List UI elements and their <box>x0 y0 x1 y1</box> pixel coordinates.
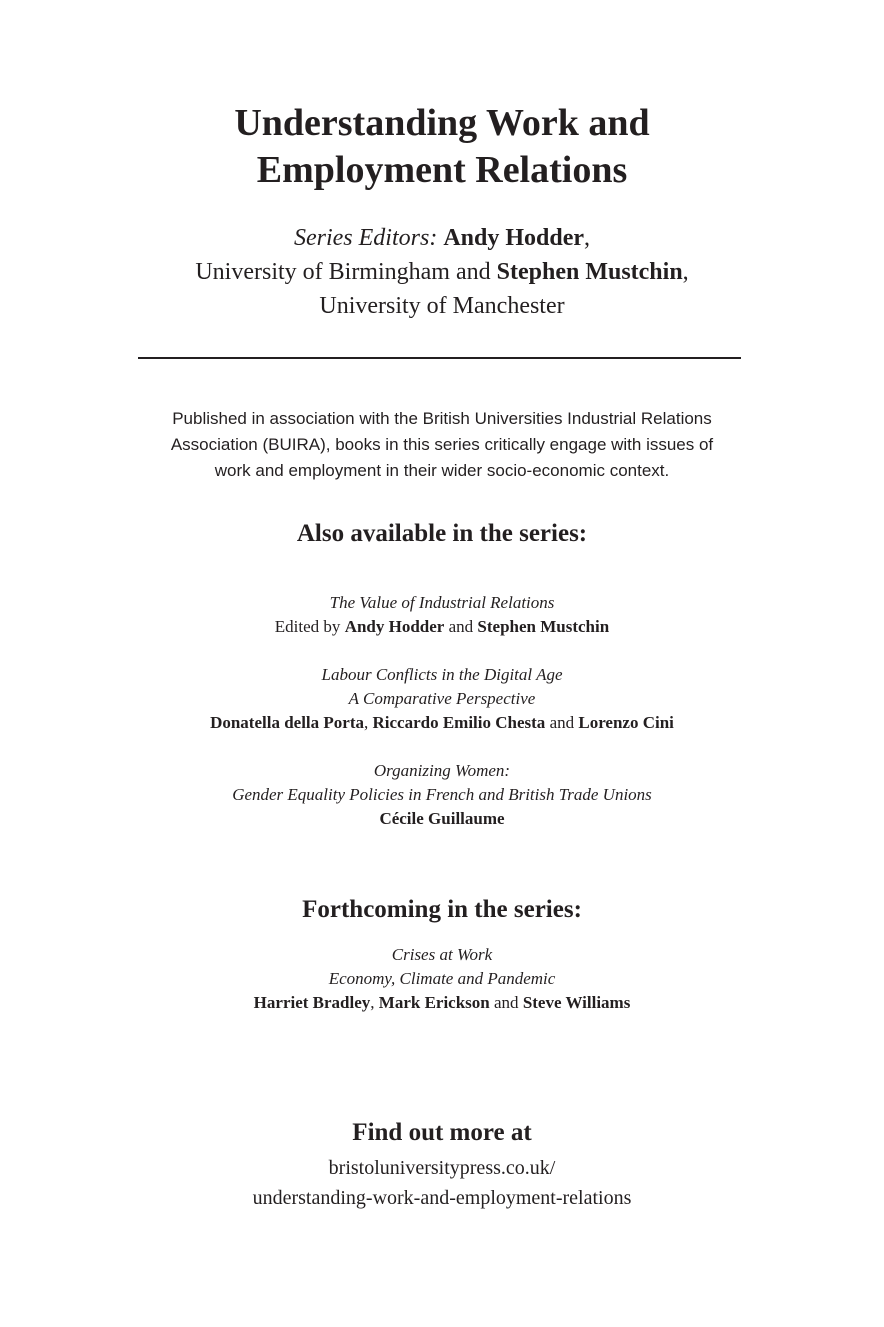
editors-line2 <box>0 255 884 289</box>
author-and: and <box>489 993 523 1012</box>
forthcoming-heading: Forthcoming in the series: <box>302 896 582 923</box>
book-entry <box>0 943 884 1015</box>
book-authors <box>0 991 884 1015</box>
description-line1: Published in association with the British Universities Industrial Relations <box>172 409 712 428</box>
description-line3: work and employment in their wider socio-economic context. <box>214 461 670 480</box>
also-available-heading: Also available in the series: <box>296 520 588 547</box>
editor1-name: Andy Hodder <box>443 225 585 251</box>
find-out-more-heading: Find out more at <box>352 1119 532 1146</box>
book-entry <box>0 591 884 639</box>
book-author: Harriet Bradley <box>253 993 371 1012</box>
book-subtitle: Economy, Climate and Pandemic <box>328 969 556 988</box>
author-sep: , <box>370 993 379 1012</box>
book-title: The Value of Industrial Relations <box>329 593 555 612</box>
book-entry <box>0 759 884 831</box>
editor1-sep: , <box>584 225 591 251</box>
book-author: Cécile Guillaume <box>379 809 505 828</box>
series-title <box>0 100 884 194</box>
book-title: Organizing Women: <box>373 761 511 780</box>
book-title: Labour Conflicts in the Digital Age <box>321 665 563 684</box>
author-and: and <box>545 713 579 732</box>
book-author: Mark Erickson <box>378 993 490 1012</box>
series-editors <box>0 221 884 323</box>
series-title-line1: Understanding Work and <box>234 102 650 144</box>
series-description <box>0 406 884 484</box>
book-subtitle: A Comparative Perspective <box>348 689 536 708</box>
series-url <box>0 1153 884 1213</box>
author-sep: , <box>363 713 373 732</box>
book-author: Riccardo Emilio Chesta <box>372 713 546 732</box>
book-title: Crises at Work <box>391 945 493 964</box>
book-authors <box>0 615 884 639</box>
editor2-name: Stephen Mustchin <box>496 259 683 285</box>
editors-prefix: Series Editors: <box>293 225 438 251</box>
book-authors <box>0 711 884 735</box>
edited-by-label: Edited by <box>274 617 345 636</box>
book-entry <box>0 663 884 735</box>
series-url-line1: bristoluniversitypress.co.uk/ <box>328 1157 556 1179</box>
book-author: Steve Williams <box>522 993 631 1012</box>
editor2-affiliation: University of Manchester <box>319 293 565 319</box>
author-and: and <box>444 617 478 636</box>
series-url-line2: understanding-work-and-employment-relations <box>252 1187 632 1209</box>
book-author: Stephen Mustchin <box>477 617 610 636</box>
horizontal-divider <box>138 357 741 359</box>
description-line2: Association (BUIRA), books in this series critically engage with issues of <box>170 435 714 454</box>
book-authors <box>0 807 884 831</box>
book-author: Lorenzo Cini <box>578 713 674 732</box>
editor1-affiliation: University of Birmingham and <box>195 259 497 285</box>
book-subtitle: Gender Equality Policies in French and British Trade Unions <box>232 785 652 804</box>
editors-line1 <box>0 221 884 255</box>
book-author: Andy Hodder <box>344 617 445 636</box>
series-title-line2: Employment Relations <box>256 149 628 191</box>
editor2-sep: , <box>682 259 689 285</box>
book-author: Donatella della Porta <box>210 713 364 732</box>
